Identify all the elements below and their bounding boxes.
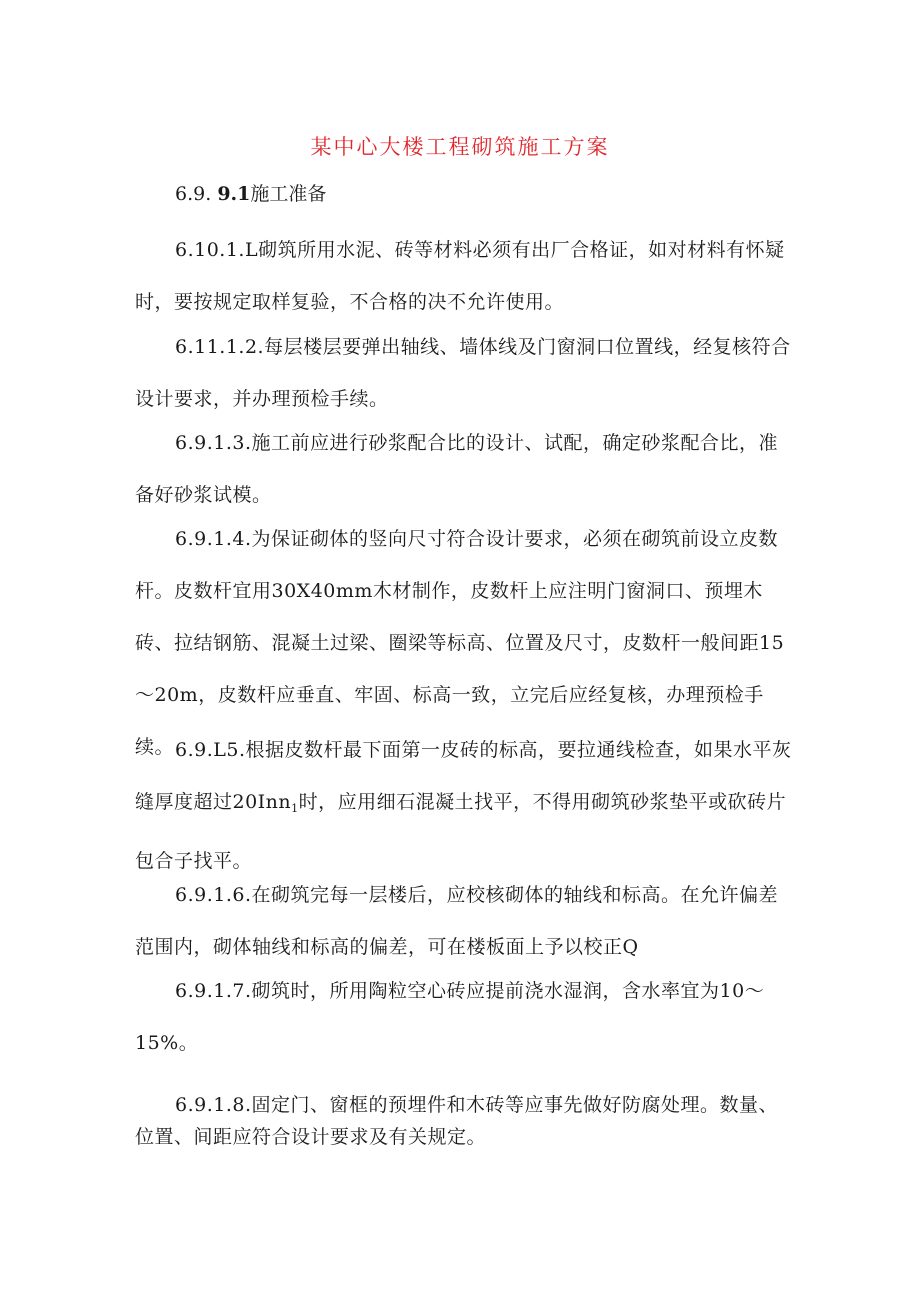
paragraph-1: 6.10.1.L砌筑所用水泥、砖等材料必须有出厂合格证，如对材料有怀疑时，要按规定取样复验，不合格的决不允许使用。 [135, 239, 785, 313]
section-heading [175, 178, 326, 210]
paragraph-7: 6.9.1.7.砌筑时，所用陶粒空心砖应提前浇水湿润，含水率宜为10～15%。 [135, 980, 765, 1054]
paragraph-5-subscript: 1 [291, 802, 299, 815]
section-number: 9.1 [217, 183, 251, 205]
paragraph-8: 6.9.1.8.固定门、窗框的预埋件和木砖等应事先做好防腐处理。数量、位置、间距应符合设计要求及有关规定。 [135, 1094, 779, 1148]
paragraph-6: 6.9.1.6.在砌筑完每一层楼后，应校核砌体的轴线和标高。在允许偏差范围内，砌体轴线和标高的偏差，可在楼板面上予以校正Q [135, 884, 779, 958]
paragraph-3: 6.9.1.3.施工前应进行砂浆配合比的设计、试配，确定砂浆配合比，准备好砂浆试模。 [135, 432, 779, 506]
section-label: 施工准备 [250, 183, 327, 205]
paragraph-2: 6.11.1.2.每层楼层要弹出轴线、墙体线及门窗洞口位置线，经复核符合设计要求，并办理预检手续。 [135, 336, 791, 410]
paragraph-5-head: 6.9.L5.根据皮数杆最下面第一皮砖的标高，要拉通线检查，如果水平灰缝厚度超过20Inn [135, 739, 792, 813]
paragraph-5-tail: 时，应用细石混凝土找平，不得用砌筑砂浆垫平或砍砖片包合子找平。 [135, 791, 787, 872]
paragraph-4: 6.9.1.4.为保证砌体的竖向尺寸符合设计要求，必须在砌筑前设立皮数杆。皮数杆宜用30X40mm木材制作，皮数杆上应注明门窗洞口、预埋木砖、拉结钢筋、混凝土过梁、圈梁等标高、位置及尺寸，皮数杆一般间距15～20m，皮数杆应垂直、牢固、标高一致，立完后应经复核，办理预检手续。 [135, 528, 785, 758]
document-title: 某中心大楼工程砌筑施工方案 [310, 135, 610, 159]
section-prefix: 6.9. [175, 183, 212, 205]
paragraph-5 [135, 724, 795, 887]
